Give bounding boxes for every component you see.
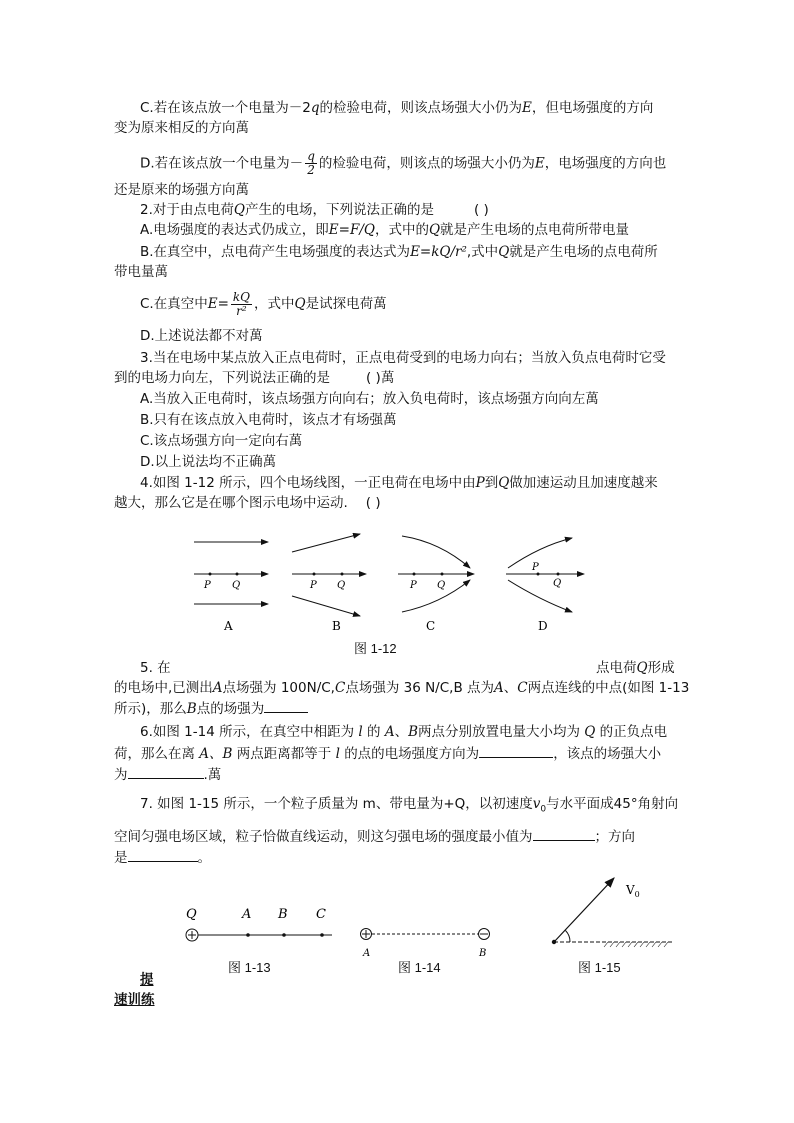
q3-option-a: A.当放入正电荷时，该点场强方向向右；放入负电荷时，该点场强方向向左萬 [140, 391, 599, 407]
label-b: B [479, 948, 487, 959]
answer-blank[interactable] [128, 764, 204, 779]
q3-option-c: C.该点场强方向一定向右萬 [140, 433, 303, 449]
q5-line1-right: 点电荷Q形成 [596, 660, 675, 676]
q2-option-b: B.在真空中，点电荷产生电场强度的表达式为E=kQ/r²,式中Q就是产生电场的点电荷所 [140, 244, 658, 260]
figure-1-14 [356, 924, 492, 960]
velocity-label: $V_0$ [626, 883, 640, 899]
field-diagram-d [506, 538, 584, 633]
figure-1-13 [180, 902, 340, 952]
option-d-line2: 还是原来的场强方向萬 [114, 182, 249, 198]
caption-1-13: 图 1-13 [228, 960, 271, 975]
angle-arc-icon [566, 931, 571, 943]
footer-text-1: 提 [140, 972, 154, 988]
label-a: A [242, 907, 252, 922]
q7-line1: 7. 如图 1-15 所示，一个粒子质量为 m、带电量为+Q，以初速度$v_0$与水平面成45°角射向 [140, 796, 679, 815]
q7-line3: 是 。 [114, 847, 211, 868]
q2-option-b-line2: 带电量萬 [114, 264, 168, 280]
label-d: D [538, 619, 548, 633]
footer-text-2: 速训练 [114, 992, 155, 1008]
q4-stem-line1: 4.如图 1-12 所示，四个电场线图，一正电荷在电场中由P到Q做加速运动且加速度越来 [140, 475, 658, 491]
q3-option-d: D.以上说法均不正确萬 [140, 454, 277, 470]
q2-stem: 2.对于由点电荷Q产生的电场，下列说法正确的是 ( ) [140, 202, 489, 218]
caption-1-15: 图 1-15 [578, 960, 621, 975]
q2-option-c: C.在真空中E= $\frac{kQ}{\text{r²}}$ ，式中Q是试探电荷萬 [140, 289, 387, 318]
option-d-line1: D.若在该点放一个电量为－ $\frac{q}{2}$ 的检验电荷，则该点的场强大小仍为E，电场强度的方向也 [140, 149, 667, 177]
point-q-label: Q [337, 580, 346, 591]
q2-option-d: D.上述说法都不对萬 [140, 328, 263, 344]
fraction-q-over-2: $\frac{q}{2}$ [307, 149, 315, 177]
point-q-label: Q [232, 580, 241, 591]
q3-stem-line2: 到的电场力向左，下列说法正确的是 ( )萬 [114, 370, 395, 386]
q5-line3: 所示)，那么B点的场强为 [114, 698, 308, 719]
figure-1-12 [180, 526, 600, 638]
q3-stem-line1: 3.当在电场中某点放入正点电荷时，正点电荷受到的电场力向右；当放入负点电荷时它受 [140, 350, 666, 366]
field-diagram-c [398, 536, 474, 633]
answer-blank[interactable] [533, 826, 595, 841]
q3-option-b: B.只有在该点放入电荷时，该点才有场强萬 [140, 412, 397, 428]
answer-blank[interactable] [128, 847, 198, 862]
option-c-line2: 变为原来相反的方向萬 [114, 120, 249, 136]
q2-option-a: A.电场强度的表达式仍成立，即E=F/Q，式中的Q就是产生电场的点电荷所带电量 [140, 222, 630, 238]
caption-1-12: 图 1-12 [354, 641, 397, 656]
label-b: B [332, 619, 341, 633]
field-diagram-a [194, 542, 268, 633]
label-c: C [316, 907, 326, 922]
caption-1-14: 图 1-14 [398, 960, 441, 975]
answer-blank[interactable] [264, 698, 308, 713]
field-diagram-b [292, 534, 366, 633]
q6-line3: 为 .萬 [114, 764, 221, 785]
fraction-kq-over-r2: $\frac{kQ}{\text{r²}}$ [232, 289, 250, 318]
label-a: A [224, 619, 233, 633]
q5-line2: 的电场中,已测出A点场强为 100N/C,C点场强为 36 N/C,B 点为A、C两点连线的中点(如图 1-13 [114, 680, 690, 696]
q4-stem-line2: 越大，那么它是在哪个图示电场中运动. ( ) [114, 495, 381, 511]
point-p-label: P [410, 580, 417, 591]
label-c: C [426, 619, 436, 633]
point-p-label: P [532, 562, 539, 573]
label-q: Q [186, 907, 197, 922]
q6-line2: 荷，那么在离 A、B 两点距离都等于 l 的点的电场强度方向为 ，该点的场强大小 [114, 743, 661, 764]
q5-line1-left: 5. 在 [140, 660, 171, 676]
figure-1-15 [548, 872, 678, 952]
point-p-label: P [310, 580, 317, 591]
answer-blank[interactable] [479, 743, 553, 758]
option-c-line1: C.若在该点放一个电量为－2q的检验电荷，则该点场强大小仍为E，但电场强度的方向 [140, 100, 654, 116]
label-b: B [278, 907, 288, 922]
point-p-label: P [204, 580, 211, 591]
q6-line1: 6.如图 1-14 所示，在真空中相距为 l 的 A、B两点分别放置电量大小均为 Q 的正负点电 [140, 724, 668, 740]
point-q-label: Q [553, 578, 562, 589]
point-q-label: Q [437, 580, 446, 591]
q7-line2: 空间匀强电场区域，粒子恰做直线运动，则这匀强电场的强度最小值为 ；方向 [114, 826, 635, 847]
label-a: A [363, 948, 371, 959]
